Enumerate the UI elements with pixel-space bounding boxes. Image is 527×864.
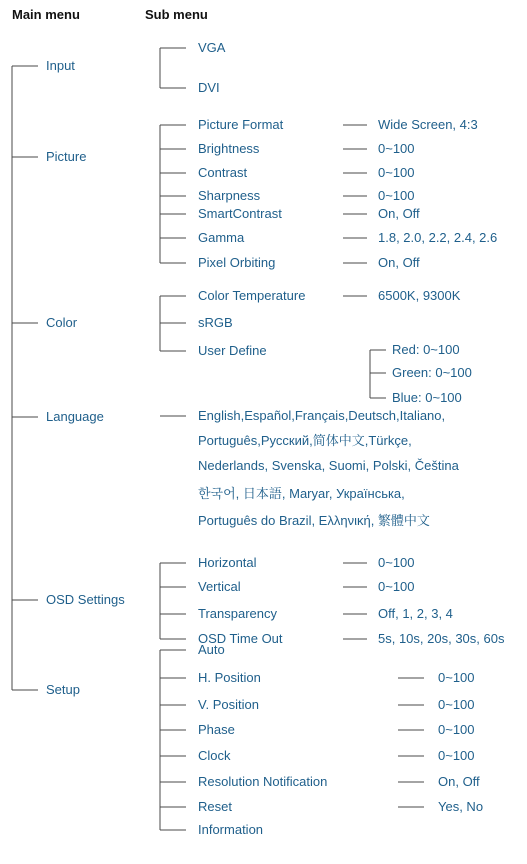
picture-value: 0~100 [378, 188, 415, 203]
setup-value: 0~100 [438, 748, 475, 763]
language-list-line: Português do Brazil, Ελληνική, 繁體中文 [198, 513, 430, 528]
input-sub-item: VGA [198, 40, 226, 55]
picture-sub-item: SmartContrast [198, 206, 282, 221]
input-sub-item: DVI [198, 80, 220, 95]
setup-value: Yes, No [438, 799, 484, 814]
setup-value: 0~100 [438, 670, 475, 685]
user-define-value: Blue: 0~100 [392, 390, 462, 405]
picture-value: 1.8, 2.0, 2.2, 2.4, 2.6 [378, 230, 498, 245]
osd-value: 0~100 [378, 555, 415, 570]
picture-value: On, Off [378, 255, 420, 270]
setup-value: On, Off [438, 774, 480, 789]
setup-sub-item: V. Position [198, 697, 259, 712]
picture-value: 0~100 [378, 165, 415, 180]
picture-sub-item: Pixel Orbiting [198, 255, 276, 270]
picture-value: 0~100 [378, 141, 415, 156]
osd-value: 0~100 [378, 579, 415, 594]
main-menu-item: Setup [46, 682, 80, 697]
language-list-line: Nederlands, Svenska, Suomi, Polski, Čeština [198, 458, 459, 473]
osd-sub-item: Horizontal [198, 555, 257, 570]
setup-value: 0~100 [438, 697, 475, 712]
setup-sub-item: Information [198, 822, 264, 837]
osd-value: Off, 1, 2, 3, 4 [378, 606, 453, 621]
picture-value: Wide Screen, 4:3 [378, 117, 478, 132]
osd-sub-item: Vertical [198, 579, 241, 594]
language-list-line: Português,Русский,简体中文,Türkçe, [198, 433, 412, 448]
osd-value: 5s, 10s, 20s, 30s, 60s [378, 631, 505, 646]
setup-sub-item: Phase [198, 722, 235, 737]
main-menu-item: OSD Settings [46, 592, 125, 607]
main-menu-item: Picture [46, 149, 87, 164]
language-list-line: 한국어, 日本語, Maryar, Українська, [198, 486, 405, 501]
picture-sub-item: Brightness [198, 141, 260, 156]
picture-sub-item: Gamma [198, 230, 245, 245]
osd-sub-item: Transparency [198, 606, 277, 621]
user-define-value: Red: 0~100 [392, 342, 460, 357]
main-menu-item: Color [46, 315, 78, 330]
picture-sub-item: Contrast [198, 165, 248, 180]
color-sub-item: User Define [198, 343, 267, 358]
main-menu-item: Language [46, 409, 104, 424]
picture-value: On, Off [378, 206, 420, 221]
setup-sub-item: Auto [198, 642, 225, 657]
main-menu-item: Input [46, 58, 75, 73]
color-sub-item: sRGB [198, 315, 233, 330]
main-menu-header: Main menu [12, 7, 80, 22]
setup-sub-item: H. Position [198, 670, 261, 685]
user-define-value: Green: 0~100 [392, 365, 472, 380]
setup-sub-item: Clock [198, 748, 231, 763]
color-temp-value: 6500K, 9300K [378, 288, 461, 303]
setup-sub-item: Resolution Notification [198, 774, 328, 789]
language-list-line: English,Español,Français,Deutsch,Italiano, [198, 408, 446, 423]
picture-sub-item: Picture Format [198, 117, 284, 132]
setup-sub-item: Reset [198, 799, 232, 814]
osd-sub-item: OSD Time Out [198, 631, 283, 646]
setup-value: 0~100 [438, 722, 475, 737]
color-sub-item: Color Temperature [198, 288, 306, 303]
picture-sub-item: Sharpness [198, 188, 261, 203]
sub-menu-header: Sub menu [145, 7, 208, 22]
